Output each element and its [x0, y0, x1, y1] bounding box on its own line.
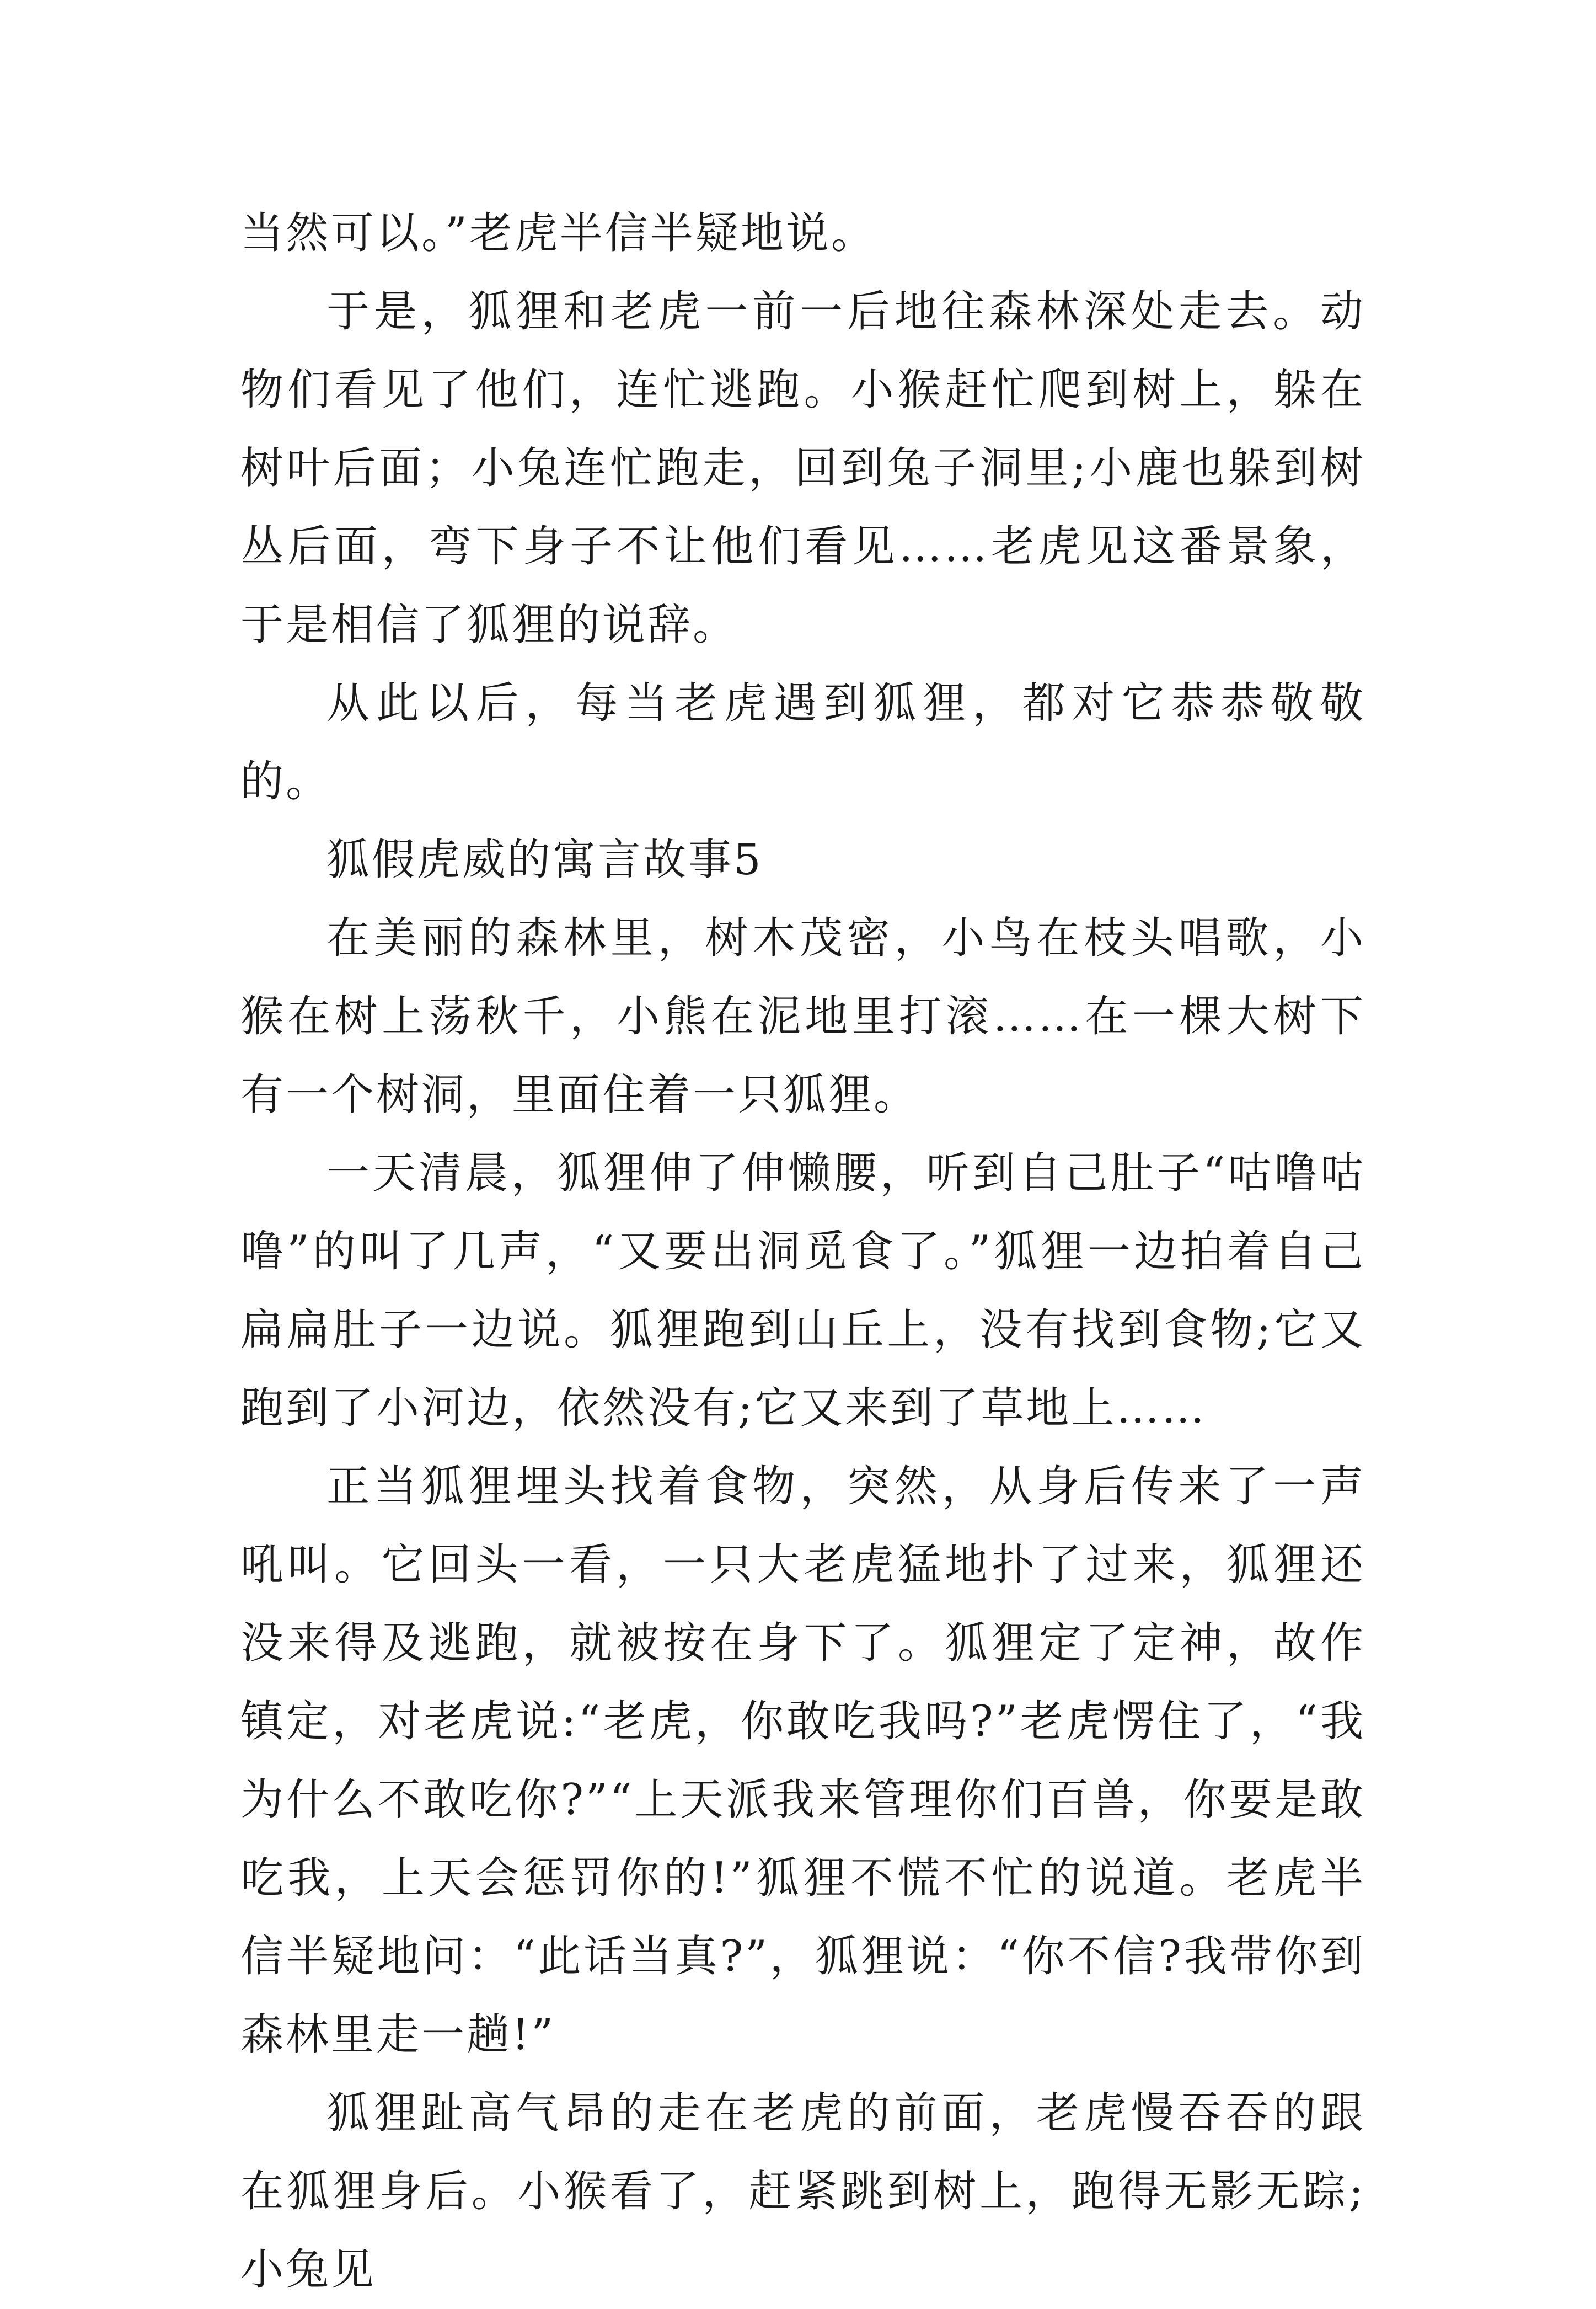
paragraph-3: 从此以后，每当老虎遇到狐狸，都对它恭恭敬敬的。 — [240, 678, 1365, 806]
paragraph-5: 在美丽的森林里，树木茂密，小鸟在枝头唱歌，小猴在树上荡秋千，小熊在泥地里打滚……在一棵大树下有一个树洞，里面住着一只狐狸。 — [240, 913, 1365, 1120]
section-heading: 狐假虎威的寓言故事5 — [326, 835, 763, 885]
document-body — [240, 194, 1365, 2309]
paragraph-2: 于是，狐狸和老虎一前一后地往森林深处走去。动物们看见了他们，连忙逃跑。小猴赶忙爬到树上，躲在树叶后面；小兔连忙跑走，回到兔子洞里;小鹿也躲到树丛后面，弯下身子不让他们看见……老虎见这番景象，于是相信了狐狸的说辞。 — [240, 287, 1365, 650]
paragraph-7: 正当狐狸埋头找着食物，突然，从身后传来了一声吼叫。它回头一看，一只大老虎猛地扑了过来，狐狸还没来得及逃跑，就被按在身下了。狐狸定了定神，故作镇定，对老虎说:“老虎，你敢吃我吗?”老虎愣住了，“我为什么不敢吃你?”“上天派我来管理你们百兽，你要是敢吃我，上天会惩罚你的!”狐狸不慌不忙的说道。老虎半信半疑地问：“此话当真?”，狐狸说：“你不信?我带你到森林里走一趟!” — [240, 1462, 1365, 2060]
paragraph-6: 一天清晨，狐狸伸了伸懒腰，听到自己肚子“咕噜咕噜”的叫了几声，“又要出洞觅食了。”狐狸一边拍着自己扁扁肚子一边说。狐狸跑到山丘上，没有找到食物;它又跑到了小河边，依然没有;它又来到了草地上…… — [240, 1148, 1365, 1433]
paragraph-1: 当然可以。”老虎半信半疑地说。 — [240, 209, 876, 258]
paragraph-8: 狐狸趾高气昂的走在老虎的前面，老虎慢吞吞的跟在狐狸身后。小猴看了，赶紧跳到树上，跑得无影无踪;小兔见 — [240, 2088, 1365, 2295]
